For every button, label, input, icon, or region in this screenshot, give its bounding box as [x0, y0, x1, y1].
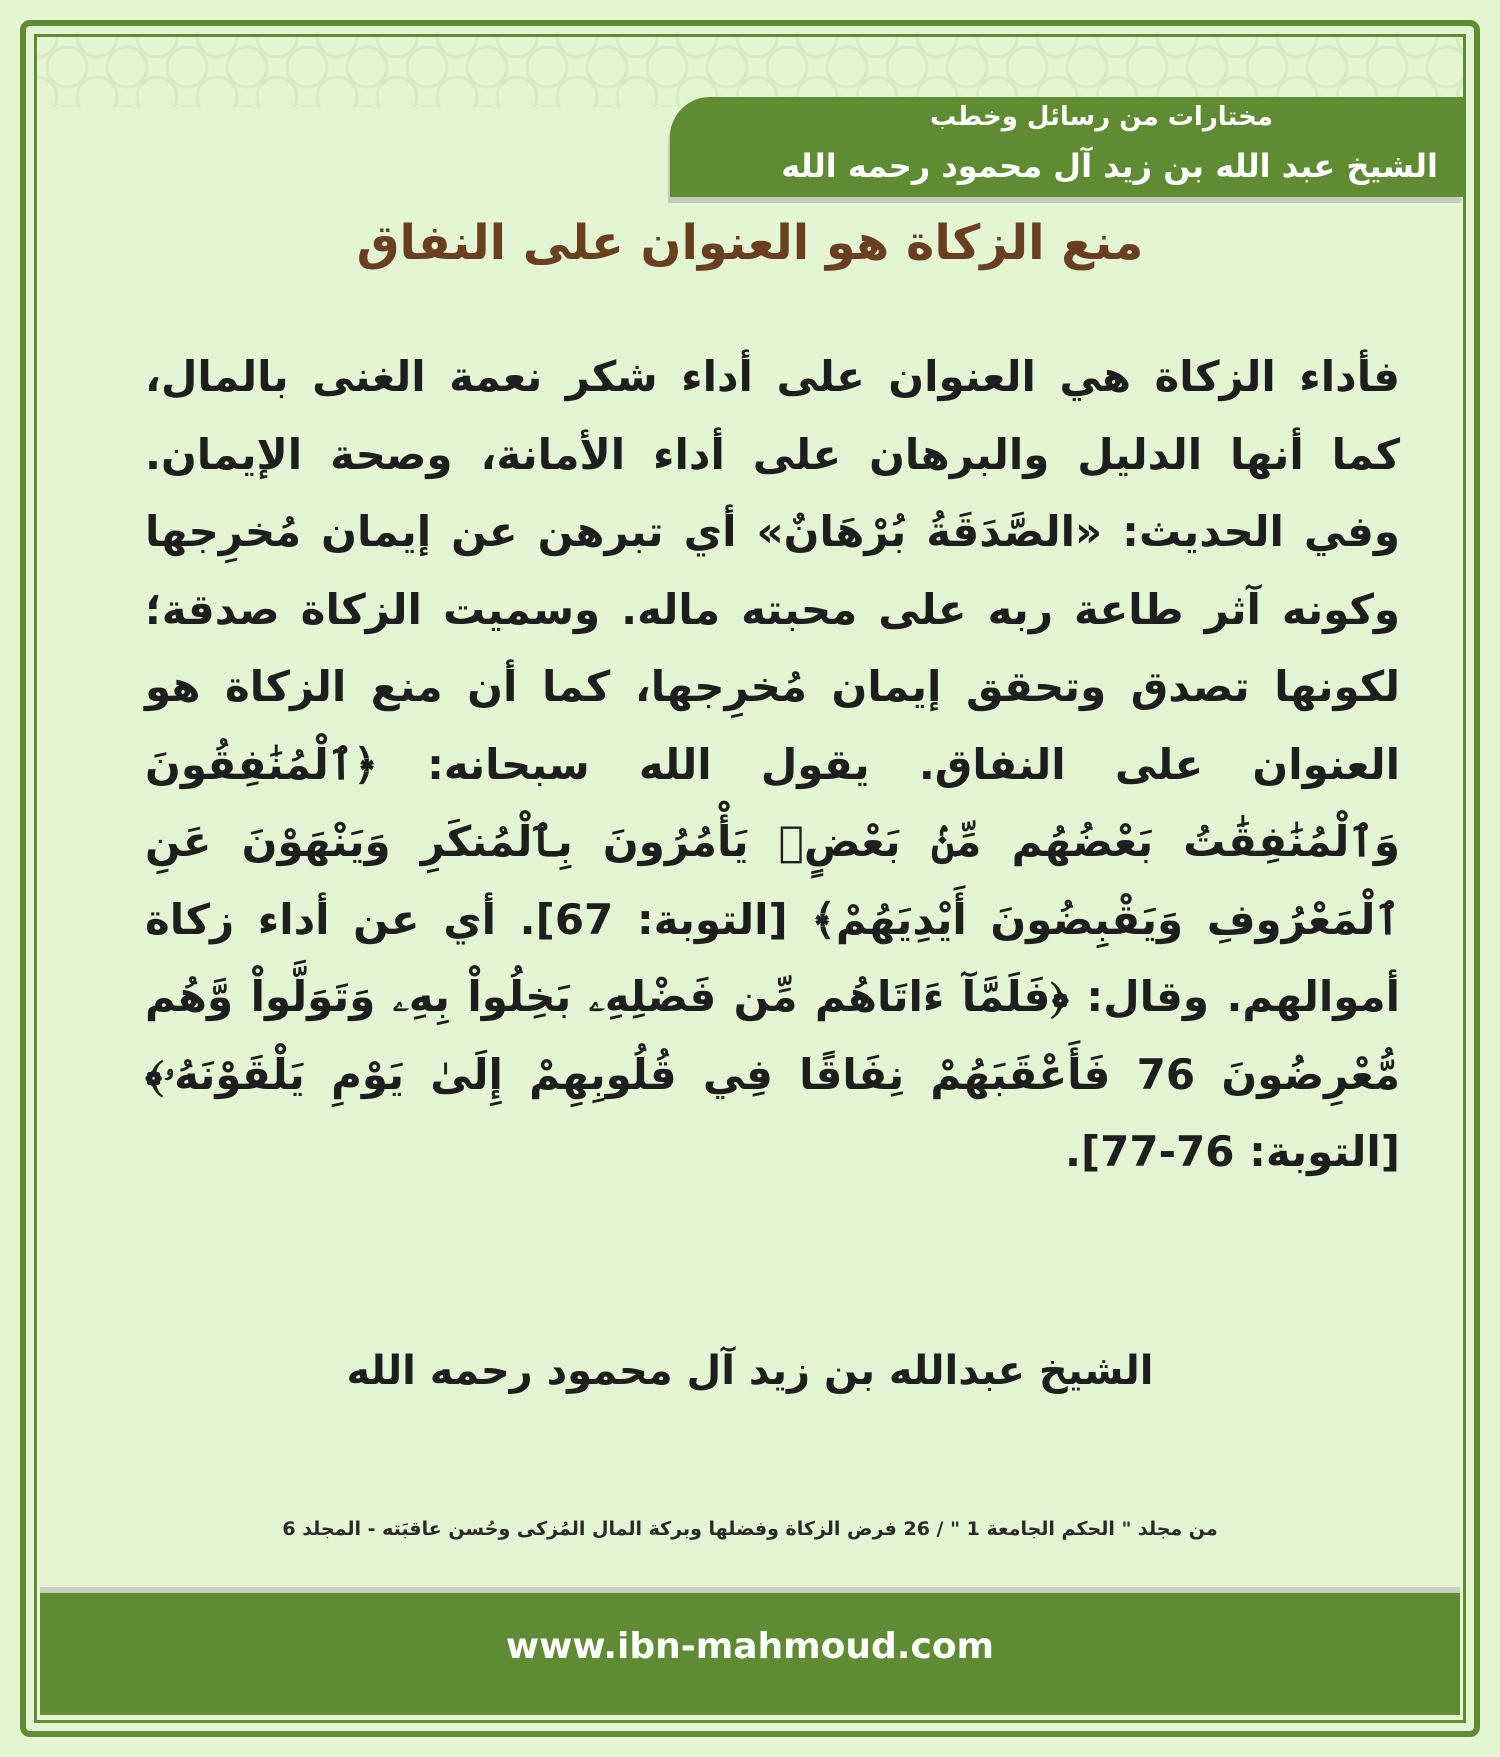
footer-bar	[40, 1593, 1460, 1715]
author-signature: الشيخ عبدالله بن زيد آل محمود رحمه الله	[346, 1348, 1154, 1394]
page-title: منع الزكاة هو العنوان على النفاق	[356, 215, 1144, 271]
article-body: فأداء الزكاة هي العنوان على أداء شكر نعمة الغنى بالمال، كما أنها الدليل والبرهان على أداء الأمانة، وصحة الإيمان. وفي الحديث: «الصَّدَقَةُ بُرْهَانٌ» أي تبرهن عن إيمان مُخرِجها وكونه آثر طاعة ربه على محبته ماله. وسميت الزكاة صدقة؛ لكونها تصدق وتحقق إيمان مُخرِجها، كما أن منع الزكاة هو العنوان على النفاق. يقول الله سبحانه: ﴿ٱلْمُنَٰفِقُونَ وَٱلْمُنَٰفِقَٰتُ بَعْضُهُم مِّنۢ بَعْضٍۚ يَأْمُرُونَ بِٱلْمُنكَرِ وَيَنْهَوْنَ عَنِ ٱلْمَعْرُوفِ وَيَقْبِضُونَ أَيْدِيَهُمْ﴾ [التوبة: 67]. أي عن أداء زكاة أموالهم. وقال: ﴿فَلَمَّآ ءَاتَاهُم مِّن فَضْلِهِۦ بَخِلُواْ بِهِۦ وَتَوَلَّواْ وَّهُم مُّعْرِضُونَ 76 فَأَعْقَبَهُمْ نِفَاقًا فِي قُلُوبِهِمْ إِلَىٰ يَوْمِ يَلْقَوْنَهُۥ﴾ [التوبة: 76-77].	[145, 352, 1400, 1176]
header-series-title: مختارات من رسائل وخطب	[930, 102, 1273, 132]
header-banner	[670, 97, 1463, 197]
header-author-name: الشيخ عبد الله بن زيد آل محمود رحمه الله	[781, 147, 1438, 185]
website-link[interactable]: www.ibn-mahmoud.com	[505, 1626, 995, 1667]
source-reference: من مجلد " الحكم الجامعة 1 " / 26 فرض الزكاة وفضلها وبركة المال المُزكى وحُسن عاقبَته - المجلد 6	[282, 1518, 1218, 1540]
